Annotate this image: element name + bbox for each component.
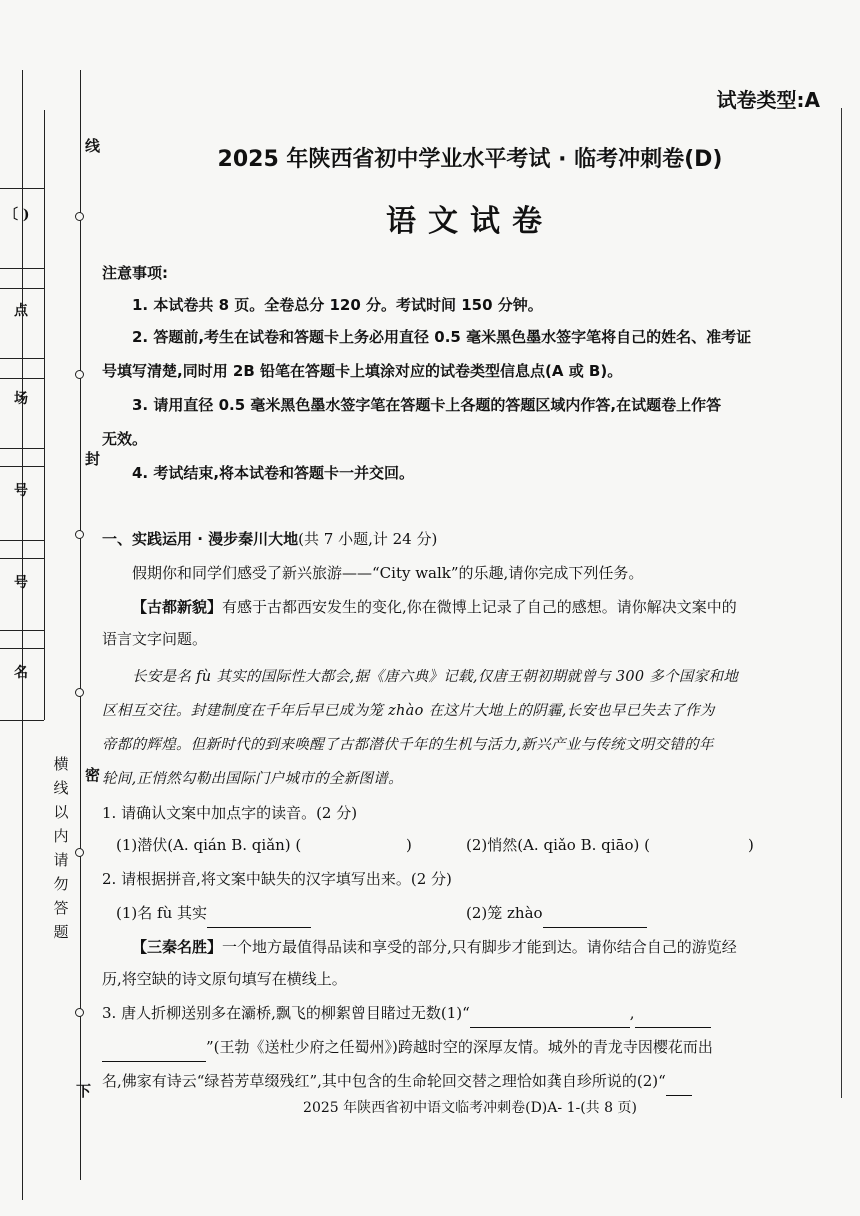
cut-mark-mi: 密 — [85, 766, 101, 784]
question-2-item-b — [466, 898, 647, 928]
binding-line-inner — [44, 110, 45, 720]
question-3-line-1 — [102, 998, 822, 1028]
binding-hole — [75, 1008, 84, 1017]
answer-blank-3-1c[interactable] — [102, 1043, 206, 1062]
field-box-line — [0, 268, 44, 269]
task-1-line-1 — [102, 592, 822, 622]
field-label-exam-point: 点 — [14, 303, 28, 319]
binding-line-outer — [22, 70, 23, 1200]
exam-subtitle: 语文试卷 — [386, 204, 554, 239]
field-box-line — [0, 448, 44, 449]
cut-mark-xian: 线 — [85, 137, 101, 155]
cut-mark-feng: 封 — [85, 450, 101, 468]
right-border-line — [841, 108, 842, 1098]
page-footer: 2025 年陕西省初中语文临考冲刺卷(D)A- 1-(共 8 页) — [303, 1100, 637, 1116]
passage-line-4: 轮间,正悄然勾勒出国际门户城市的全新图谱。 — [102, 771, 403, 787]
question-2-item-b-text: (2)笼 zhào — [466, 904, 543, 922]
task-1-tag: 【古都新貌】 — [132, 598, 223, 616]
field-box-line — [0, 288, 44, 289]
field-box-line — [0, 378, 44, 379]
task-2-line-2: 历,将空缺的诗文原句填写在横线上。 — [102, 970, 347, 988]
notice-item-4: 4. 考试结束,将本试卷和答题卡一并交回。 — [132, 464, 415, 482]
task-2-tag: 【三秦名胜】 — [132, 938, 223, 956]
binding-hole — [75, 212, 84, 221]
field-box-line — [0, 358, 44, 359]
exam-title: 2025 年陕西省初中学业水平考试 · 临考冲刺卷(D) — [217, 147, 723, 172]
question-1: 1. 请确认文案中加点字的读音。(2 分) — [102, 804, 358, 822]
cut-mark-xia: 下 — [76, 1082, 92, 1100]
question-3-text-3: 名,佛家有诗云“绿苔芳草缀残红”,其中包含的生命轮回交替之理恰如龚自珍所说的(2)“ — [102, 1072, 666, 1090]
answer-blank-fu[interactable] — [207, 909, 311, 928]
question-3-text-2: ”(王勃《送杜少府之任蜀州》)跨越时空的深厚友情。城外的青龙寺因樱花而出 — [206, 1038, 713, 1056]
field-label-exam-room: 场 — [14, 391, 28, 407]
vertical-notice: 横线以内请勿答题 — [53, 755, 69, 941]
question-3-line-3 — [102, 1066, 822, 1096]
task-2-line-1 — [102, 932, 822, 962]
question-3-text-1: 3. 唐人折柳送别多在灞桥,飘飞的柳絮曾目睹过无数(1)“ — [102, 1004, 470, 1022]
field-box-line — [0, 558, 44, 559]
field-label-name: 名 — [14, 665, 28, 681]
field-box-line — [0, 188, 44, 189]
field-box-line — [0, 720, 44, 721]
answer-blank-3-2[interactable] — [666, 1077, 692, 1096]
passage-line-1: 长安是名 fù 其实的国际性大都会,据《唐六典》记载,仅唐王朝初期就曾与 300 多个国家和地 — [132, 669, 739, 685]
field-box-line — [0, 648, 44, 649]
field-label-seat-number: 号 — [14, 483, 28, 499]
notice-item-3-line-2: 无效。 — [102, 430, 148, 448]
notice-heading: 注意事项: — [102, 264, 168, 282]
question-1-item-b-close[interactable]: ) — [748, 836, 754, 854]
field-box-line — [0, 630, 44, 631]
notice-item-1: 1. 本试卷共 8 页。全卷总分 120 分。考试时间 150 分钟。 — [132, 296, 543, 314]
task-1-text: 有感于古都西安发生的变化,你在微博上记录了自己的感想。请你解决文案中的 — [222, 598, 737, 616]
task-1-line-2: 语言文字问题。 — [102, 630, 208, 648]
answer-blank-3-1b[interactable] — [635, 1009, 711, 1028]
field-label-admission-number: 号 — [14, 575, 28, 591]
question-1-item-a-close[interactable]: ) — [406, 836, 412, 854]
binding-hole — [75, 688, 84, 697]
paper-type: 试卷类型:A — [716, 88, 820, 112]
notice-item-3-line-1: 3. 请用直径 0.5 毫米黑色墨水签字笔在答题卡上各题的答题区域内作答,在试题卷上作答 — [132, 396, 722, 414]
answer-blank-zhao[interactable] — [543, 909, 647, 928]
section-1-intro: 假期你和同学们感受了新兴旅游——“City walk”的乐趣,请你完成下列任务。 — [132, 564, 644, 582]
question-3-comma: , — [629, 1004, 635, 1022]
section-1-heading — [102, 524, 822, 554]
question-1-item-b: (2)悄然(A. qiǎo B. qiāo) ( — [466, 836, 651, 854]
task-2-text: 一个地方最值得品读和享受的部分,只有脚步才能到达。请你结合自己的游览经 — [222, 938, 737, 956]
notice-item-2-line-1: 2. 答题前,考生在试卷和答题卡上务必用直径 0.5 毫米黑色墨水签字笔将自己的姓名、准考证 — [132, 328, 752, 346]
question-2-item-a-text: (1)名 fù 其实 — [116, 904, 207, 922]
question-3-line-2 — [102, 1032, 822, 1062]
passage-line-3: 帝都的辉煌。但新时代的到来唤醒了古都潜伏千年的生机与活力,新兴产业与传统文明交错的年 — [102, 737, 714, 753]
field-box-line — [0, 466, 44, 467]
passage-line-2: 区相互交往。封建制度在千年后早已成为笼 zhào 在这片大地上的阴霾,长安也早已失去了作为 — [102, 703, 715, 719]
question-2-item-a — [116, 898, 311, 928]
section-1-heading-score: (共 7 小题,计 24 分) — [298, 530, 438, 548]
binding-hole — [75, 848, 84, 857]
binding-hole — [75, 530, 84, 539]
question-2: 2. 请根据拼音,将文案中缺失的汉字填写出来。(2 分) — [102, 870, 452, 888]
field-box-line — [0, 540, 44, 541]
answer-blank-3-1a[interactable] — [470, 1009, 630, 1028]
binding-hole — [75, 370, 84, 379]
section-1-heading-text: 一、实践运用 · 漫步秦川大地 — [102, 530, 299, 548]
notice-item-2-line-2: 号填写清楚,同时用 2B 铅笔在答题卡上填涂对应的试卷类型信息点(A 或 B)。 — [102, 362, 623, 380]
field-label-class: 〔 ) — [4, 207, 30, 223]
question-1-item-a: (1)潜伏(A. qián B. qiǎn) ( — [116, 836, 302, 854]
